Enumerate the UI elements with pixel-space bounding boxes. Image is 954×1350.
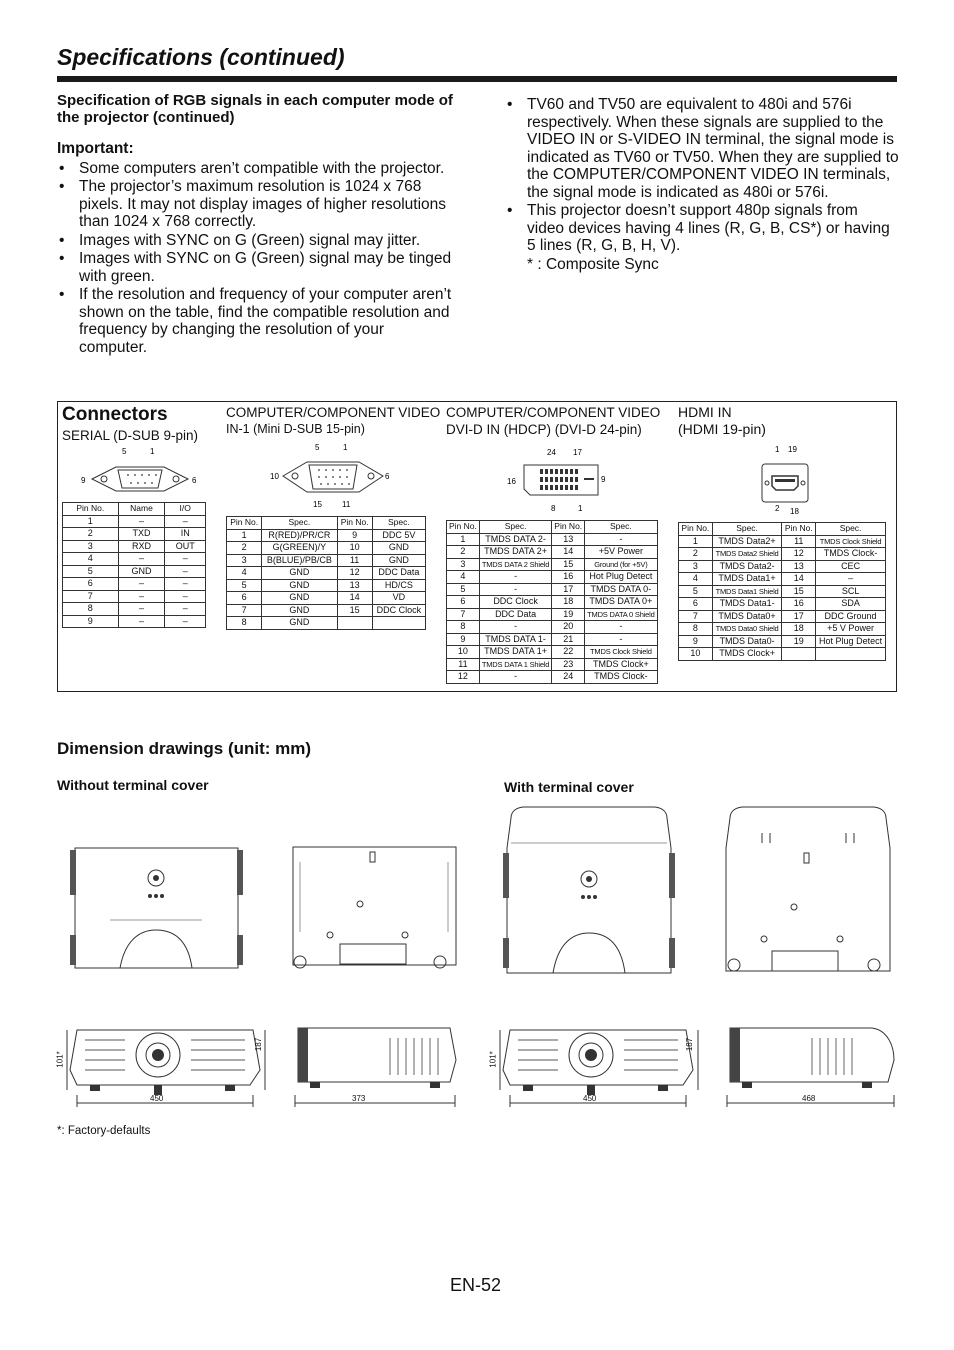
table-cell: TMDS Data1 Shield [712, 585, 782, 598]
vga-heading-line2: IN-1 (Mini D-SUB 15-pin) [226, 422, 365, 436]
pin-label: 5 [315, 443, 320, 452]
table-cell: 10 [679, 648, 713, 661]
table-row [227, 604, 426, 617]
table-cell: TMDS Data1+ [712, 573, 782, 586]
table-cell: 7 [679, 610, 713, 623]
table-cell: DDC Data [372, 567, 425, 580]
column-header: Spec. [585, 521, 657, 534]
table-cell: 4 [63, 553, 119, 566]
table-cell: 2 [447, 546, 480, 559]
table-cell: – [118, 603, 165, 616]
table-row [679, 585, 886, 598]
footnote: *: Factory-defaults [57, 1125, 151, 1137]
table-cell: 8 [227, 617, 262, 630]
table-cell: 2 [227, 542, 262, 555]
table-cell: 2 [63, 528, 119, 541]
table-cell: 13 [552, 533, 585, 546]
table-cell: OUT [165, 540, 206, 553]
table-cell: TMDS Data2 Shield [712, 548, 782, 561]
page-title: Specifications (continued) [57, 44, 345, 70]
list-item: • This projector doesn’t support 480p signals from video devices having 4 lines (R, G, B, CS*) or having 5 lines (R, G, B, H, V). [505, 202, 899, 255]
table-cell: 7 [447, 608, 480, 621]
table-cell: 3 [63, 540, 119, 553]
title-rule [57, 76, 897, 82]
column-header: Pin No. [782, 523, 816, 536]
table-cell: Hot Plug Detect [585, 571, 657, 584]
list-item: • The projector’s maximum resolution is 1024 x 768 pixels. It may not display images of higher resolutions than 1024 x 768 correctly. [57, 178, 453, 231]
table-row [447, 596, 658, 609]
table-cell: – [118, 515, 165, 528]
table-cell: - [479, 621, 551, 634]
serial-connector-diagram [78, 443, 203, 495]
table-cell: TMDS DATA 0 Shield [585, 608, 657, 621]
pin-label: 19 [788, 445, 797, 454]
table-header-row [227, 517, 426, 530]
table-cell: Ground (for +5V) [585, 558, 657, 571]
table-cell: SCL [816, 585, 886, 598]
table-cell: - [585, 621, 657, 634]
table-row [679, 548, 886, 561]
table-cell: 8 [447, 621, 480, 634]
table-cell: 12 [447, 671, 480, 684]
table-cell: 1 [447, 533, 480, 546]
important-list [57, 160, 453, 357]
table-cell [337, 617, 372, 630]
column-header: I/O [165, 503, 206, 516]
table-cell: 21 [552, 633, 585, 646]
bottom-view-without-cover [290, 842, 460, 977]
table-cell: 17 [782, 610, 816, 623]
table-row [679, 648, 886, 661]
table-row [447, 621, 658, 634]
table-cell: DDC 5V [372, 529, 425, 542]
table-cell: TMDS Clock+ [585, 658, 657, 671]
table-row [447, 533, 658, 546]
list-item: • If the resolution and frequency of your computer aren’t shown on the table, find the compatible resolution and frequency by changing the resolution of your computer. [57, 286, 453, 356]
table-cell: 12 [337, 567, 372, 580]
table-cell: DDC Clock [479, 596, 551, 609]
pin-label: 1 [150, 447, 155, 456]
height-dimension: 187 [685, 1037, 695, 1052]
table-row [63, 578, 206, 591]
table-row [679, 573, 886, 586]
left-column [57, 92, 453, 357]
table-cell: 10 [337, 542, 372, 555]
list-item: • Some computers aren’t compatible with the projector. [57, 160, 453, 178]
table-row [447, 658, 658, 671]
table-cell: +5V Power [585, 546, 657, 559]
table-cell: 4 [447, 571, 480, 584]
table-cell: 10 [447, 646, 480, 659]
table-cell: 7 [227, 604, 262, 617]
table-cell: – [118, 553, 165, 566]
column-header: Pin No. [337, 517, 372, 530]
table-cell: GND [262, 592, 337, 605]
table-cell: 16 [552, 571, 585, 584]
table-cell: 20 [552, 621, 585, 634]
table-cell: 12 [782, 548, 816, 561]
table-cell: – [165, 615, 206, 628]
width-dimension: 450 [150, 1094, 164, 1103]
table-cell: TMDS Clock Shield [816, 535, 886, 548]
table-cell: 24 [552, 671, 585, 684]
table-cell: 18 [782, 623, 816, 636]
table-cell: - [585, 533, 657, 546]
table-cell: TMDS Clock- [816, 548, 886, 561]
table-cell: 6 [63, 578, 119, 591]
table-cell: TMDS DATA 0+ [585, 596, 657, 609]
table-cell: 13 [782, 560, 816, 573]
table-cell: TMDS Data0- [712, 635, 782, 648]
column-header: Pin No. [227, 517, 262, 530]
table-cell: TMDS DATA 2+ [479, 546, 551, 559]
table-cell: RXD [118, 540, 165, 553]
table-cell: 9 [679, 635, 713, 648]
table-cell: TMDS Data0+ [712, 610, 782, 623]
table-cell: 1 [63, 515, 119, 528]
table-cell: – [118, 590, 165, 603]
table-row [63, 603, 206, 616]
table-row [679, 560, 886, 573]
column-header: Spec. [372, 517, 425, 530]
table-cell: 5 [679, 585, 713, 598]
hdmi-connector-diagram [750, 440, 830, 520]
table-cell: 1 [227, 529, 262, 542]
table-cell: 14 [782, 573, 816, 586]
table-cell: – [165, 603, 206, 616]
depth-dimension: 468 [802, 1094, 816, 1103]
table-cell: B(BLUE)/PB/CB [262, 554, 337, 567]
table-cell: SDA [816, 598, 886, 611]
table-cell: TMDS DATA 2- [479, 533, 551, 546]
table-cell: – [165, 553, 206, 566]
table-cell: 2 [679, 548, 713, 561]
table-row [679, 623, 886, 636]
pin-label: 16 [507, 477, 516, 486]
table-cell: 18 [552, 596, 585, 609]
table-cell: 14 [552, 546, 585, 559]
table-cell: 1 [679, 535, 713, 548]
table-row [227, 529, 426, 542]
table-cell: TMDS Data2+ [712, 535, 782, 548]
table-cell: TXD [118, 528, 165, 541]
table-cell: IN [165, 528, 206, 541]
table-row [227, 554, 426, 567]
table-cell: 5 [63, 565, 119, 578]
vga-heading-line1: COMPUTER/COMPONENT VIDEO [226, 405, 441, 420]
table-cell: 5 [227, 579, 262, 592]
column-header: Pin No. [447, 521, 480, 534]
dvi-connector-diagram [500, 443, 620, 518]
table-cell: - [585, 633, 657, 646]
pin-label: 24 [547, 448, 556, 457]
table-row [679, 635, 886, 648]
page-number: EN-52 [450, 1275, 502, 1295]
table-cell: TMDS Clock Shield [585, 646, 657, 659]
pin-label: 5 [122, 447, 127, 456]
table-row [447, 558, 658, 571]
vga-pin-table [226, 516, 426, 630]
table-row [447, 633, 658, 646]
table-row [63, 590, 206, 603]
composite-sync-note: * : Composite Sync [527, 255, 659, 273]
hdmi-pin-table [678, 522, 886, 661]
table-row [447, 608, 658, 621]
section-subtitle: Specification of RGB signals in each computer mode of the projector (continued) [57, 92, 453, 126]
pin-label: 9 [601, 475, 606, 484]
table-cell: GND [372, 554, 425, 567]
table-cell: 15 [782, 585, 816, 598]
table-row [227, 579, 426, 592]
pin-label: 6 [385, 472, 390, 481]
table-cell: 5 [447, 583, 480, 596]
pin-label: 8 [551, 504, 556, 513]
hdmi-heading-line2: (HDMI 19-pin) [678, 421, 766, 437]
column-header: Spec. [262, 517, 337, 530]
table-cell: TMDS DATA 1 Shield [479, 658, 551, 671]
vga-heading [226, 404, 440, 438]
table-cell: TMDS Data2- [712, 560, 782, 573]
table-cell [372, 617, 425, 630]
top-view-without-cover [70, 840, 245, 975]
dvi-heading [446, 404, 660, 438]
table-cell: 3 [227, 554, 262, 567]
table-cell: TMDS Clock- [585, 671, 657, 684]
table-cell: GND [262, 567, 337, 580]
table-cell: DDC Ground [816, 610, 886, 623]
table-cell: 3 [679, 560, 713, 573]
table-cell: 9 [63, 615, 119, 628]
table-cell: 16 [782, 598, 816, 611]
pin-label: 1 [343, 443, 348, 452]
table-cell: 15 [337, 604, 372, 617]
table-header-row [679, 523, 886, 536]
table-cell: HD/CS [372, 579, 425, 592]
table-row [447, 671, 658, 684]
list-item: • TV60 and TV50 are equivalent to 480i and 576i respectively. When these signals are supplied to the VIDEO IN or S-VIDEO IN terminal, the signal mode is indicated as TV60 or TV50. When they are supplied to the COMPUTER/COMPONENT VIDEO IN terminals, the signal mode is indicated as 480i or 576i. [505, 96, 899, 201]
table-cell: 4 [227, 567, 262, 580]
table-cell: 11 [337, 554, 372, 567]
pin-label: 15 [313, 500, 322, 509]
table-cell: 14 [337, 592, 372, 605]
table-cell: G(GREEN)/Y [262, 542, 337, 555]
column-header: Pin No. [552, 521, 585, 534]
table-cell: TMDS Clock+ [712, 648, 782, 661]
vga-connector-diagram [265, 440, 400, 512]
pin-label: 1 [775, 445, 780, 454]
connectors-title: Connectors [62, 404, 168, 425]
table-cell: 22 [552, 646, 585, 659]
table-row [63, 540, 206, 553]
column-header: Spec. [816, 523, 886, 536]
table-row [227, 567, 426, 580]
table-cell: - [479, 671, 551, 684]
table-cell: CEC [816, 560, 886, 573]
table-cell: 7 [63, 590, 119, 603]
hdmi-heading [678, 404, 766, 438]
table-cell: TMDS DATA 2 Shield [479, 558, 551, 571]
table-cell: GND [118, 565, 165, 578]
right-column [505, 96, 899, 273]
table-row [63, 528, 206, 541]
pin-label: 11 [342, 500, 351, 509]
table-row [447, 546, 658, 559]
table-cell: R(RED)/PR/CR [262, 529, 337, 542]
table-row [63, 615, 206, 628]
table-cell: 23 [552, 658, 585, 671]
table-cell: 11 [447, 658, 480, 671]
pin-label: 6 [192, 476, 197, 485]
pin-label: 10 [270, 472, 279, 481]
table-cell: TMDS Data1- [712, 598, 782, 611]
table-cell: 4 [679, 573, 713, 586]
table-cell: 3 [447, 558, 480, 571]
table-row [227, 592, 426, 605]
table-cell: TMDS DATA 1+ [479, 646, 551, 659]
table-cell: 6 [447, 596, 480, 609]
table-cell: TMDS DATA 1- [479, 633, 551, 646]
pin-label: 2 [775, 504, 780, 513]
table-cell: Hot Plug Detect [816, 635, 886, 648]
table-cell: – [165, 590, 206, 603]
table-cell [782, 648, 816, 661]
table-row [227, 617, 426, 630]
table-header-row [63, 503, 206, 516]
table-cell: – [816, 573, 886, 586]
table-cell: 8 [679, 623, 713, 636]
table-row [679, 598, 886, 611]
table-cell: GND [262, 617, 337, 630]
width-dimension: 450 [583, 1094, 597, 1103]
pin-label: 9 [81, 476, 86, 485]
dvi-heading-line1: COMPUTER/COMPONENT VIDEO [446, 405, 661, 420]
table-cell: – [118, 615, 165, 628]
table-cell: GND [262, 579, 337, 592]
table-cell: DDC Data [479, 608, 551, 621]
table-cell: - [479, 571, 551, 584]
height-dimension: 187 [254, 1037, 264, 1052]
table-row [227, 542, 426, 555]
dvi-pin-table [446, 520, 658, 684]
table-cell: VD [372, 592, 425, 605]
serial-heading: SERIAL (D-SUB 9-pin) [62, 428, 199, 443]
table-row [63, 553, 206, 566]
table-cell: – [118, 578, 165, 591]
table-header-row [447, 521, 658, 534]
feet-height-dimension: 101* [55, 1051, 65, 1068]
pin-label: 18 [790, 507, 799, 516]
feet-height-dimension: 101* [488, 1051, 498, 1068]
list-item: • Images with SYNC on G (Green) signal may be tinged with green. [57, 250, 453, 285]
table-cell: GND [372, 542, 425, 555]
table-row [679, 610, 886, 623]
side-view-without-cover [290, 1010, 465, 1110]
table-row [447, 646, 658, 659]
notes-list [505, 96, 899, 255]
table-cell: 15 [552, 558, 585, 571]
table-cell: – [165, 578, 206, 591]
table-row [679, 535, 886, 548]
without-cover-label: Without terminal cover [57, 777, 209, 793]
table-cell: – [165, 515, 206, 528]
hdmi-heading-line1: HDMI IN [678, 404, 732, 420]
table-cell: 9 [337, 529, 372, 542]
table-cell: TMDS Data0 Shield [712, 623, 782, 636]
table-row [63, 515, 206, 528]
table-cell: TMDS DATA 0- [585, 583, 657, 596]
table-cell: 11 [782, 535, 816, 548]
table-cell: 6 [679, 598, 713, 611]
dvi-heading-line2: DVI-D IN (HDCP) (DVI-D 24-pin) [446, 422, 642, 437]
table-row [447, 571, 658, 584]
bottom-view-with-cover [722, 803, 894, 978]
table-cell: 19 [782, 635, 816, 648]
serial-pin-table [62, 502, 206, 628]
dimension-title: Dimension drawings (unit: mm) [57, 739, 312, 758]
table-cell: 19 [552, 608, 585, 621]
table-row [447, 583, 658, 596]
column-header: Name [118, 503, 165, 516]
list-item: • Images with SYNC on G (Green) signal may jitter. [57, 232, 453, 250]
column-header: Pin No. [679, 523, 713, 536]
column-header: Spec. [712, 523, 782, 536]
table-cell: 6 [227, 592, 262, 605]
table-cell [816, 648, 886, 661]
depth-dimension: 373 [352, 1094, 366, 1103]
table-cell: 17 [552, 583, 585, 596]
table-cell: - [479, 583, 551, 596]
table-cell: GND [262, 604, 337, 617]
column-header: Spec. [479, 521, 551, 534]
pin-label: 17 [573, 448, 582, 457]
top-view-with-cover [503, 803, 678, 978]
with-cover-label: With terminal cover [504, 779, 634, 795]
column-header: Pin No. [63, 503, 119, 516]
table-cell: 8 [63, 603, 119, 616]
pin-label: 1 [578, 504, 583, 513]
table-cell: +5 V Power [816, 623, 886, 636]
important-label: Important: [57, 140, 134, 157]
table-row [63, 565, 206, 578]
table-cell: – [165, 565, 206, 578]
table-cell: 9 [447, 633, 480, 646]
table-cell: DDC Clock [372, 604, 425, 617]
table-cell: 13 [337, 579, 372, 592]
